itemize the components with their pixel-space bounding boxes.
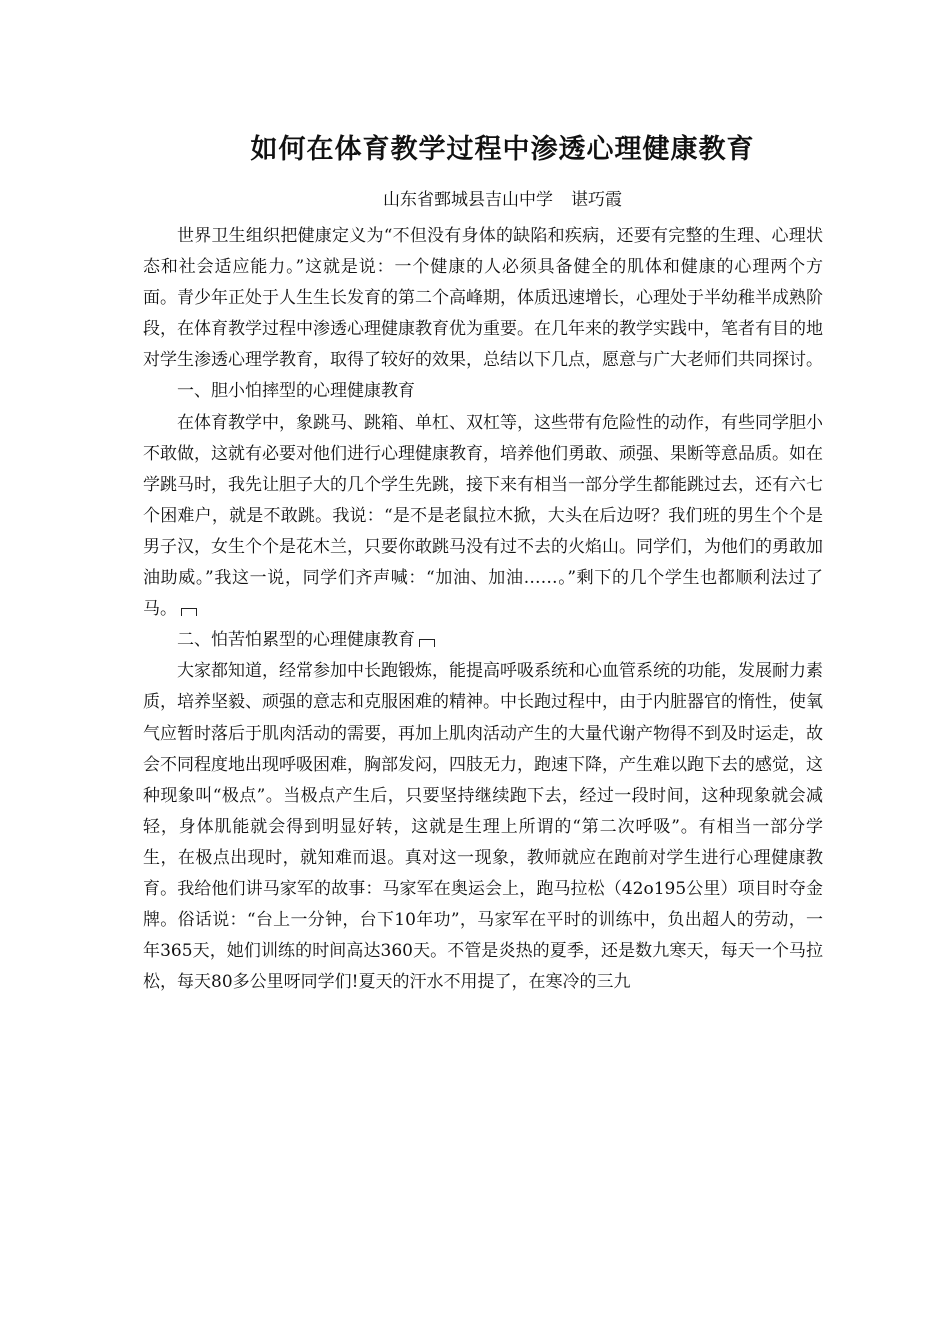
author-affiliation: 山东省鄄城县吉山中学 — [383, 190, 553, 210]
byline — [145, 186, 860, 214]
paragraph-mark-icon — [419, 639, 435, 647]
author-name: 谌巧霞 — [571, 190, 622, 210]
section-heading-1: 一、胆小怕摔型的心理健康教育 — [177, 381, 415, 402]
paragraph-mark-icon — [181, 608, 197, 616]
intro-paragraph: 世界卫生组织把健康定义为“不但没有身体的缺陷和疾病，还要有完整的生理、心理状态和社会适应能力。”这就是说：一个健康的人必须具备健全的肌体和健康的心理两个方面。青少年正处于人生生长发育的第二个高峰期，体质迅速增长，心理处于半幼稚半成熟阶段，在体育教学过程中渗透心理健康教育优为重要。在几年来的教学实践中，笔者有目的地对学生渗透心理学教育，取得了较好的效果，总结以下几点，愿意与广大老师们共同探讨。 — [143, 226, 823, 371]
section-2-paragraph: 大家都知道，经常参加中长跑锻炼，能提高呼吸系统和心血管系统的功能，发展耐力素质，培养坚毅、顽强的意志和克服困难的精神。中长跑过程中，由于内脏器官的惰性，使氧气应暂时落后于肌肉活动的需要，再加上肌肉活动产生的大量代谢产物得不到及时运走，故会不同程度地出现呼吸困难，胸部发闷，四肢无力，跑速下降，产生难以跑下去的感觉，这种现象叫“极点”。当极点产生后，只要坚持继续跑下去，经过一段时间，这种现象就会减轻，身体肌能就会得到明显好转，这就是生理上所谓的“第二次呼吸”。有相当一部分学生，在极点出现时，就知难而退。真对这一现象，教师就应在跑前对学生进行心理健康教育。我给他们讲马家军的故事：马家军在奥运会上，跑马拉松（42o195公里）项目时夺金牌。俗话说：“台上一分钟，台下10年功”，马家军在平时的训练中，负出超人的劳动，一年365天，她们训练的时间高达360天。不管是炎热的夏季，还是数九寒天，每天一个马拉松，每天80多公里呀同学们!夏天的汗水不用提了，在寒冷的三九 — [143, 661, 823, 993]
section-1-text: 在体育教学中，象跳马、跳箱、单杠、双杠等，这些带有危险性的动作，有些同学胆小不敢做，这就有必要对他们进行心理健康教育，培养他们勇敢、顽强、果断等意品质。如在学跳马时，我先让胆子大的几个学生先跳，接下来有相当一部分学生都能跳过去，还有六七个困难户，就是不敢跳。我说：“是不是老鼠拉木掀，大头在后边呀？我们班的男生个个是男子汉，女生个个是花木兰，只要你敢跳马没有过不去的火焰山。同学们，为他们的勇敢加油助威。”我这一说，同学们齐声喊：“加油、加油……。”剩下的几个学生也都顺利法过了马。 — [143, 412, 823, 620]
section-1-paragraph — [143, 408, 823, 626]
document-title: 如何在体育教学过程中渗透心理健康教育 — [250, 134, 755, 165]
section-heading-2 — [143, 625, 823, 656]
section-heading-2-text: 二、怕苦怕累型的心理健康教育 — [177, 630, 415, 651]
document-body — [143, 221, 823, 998]
